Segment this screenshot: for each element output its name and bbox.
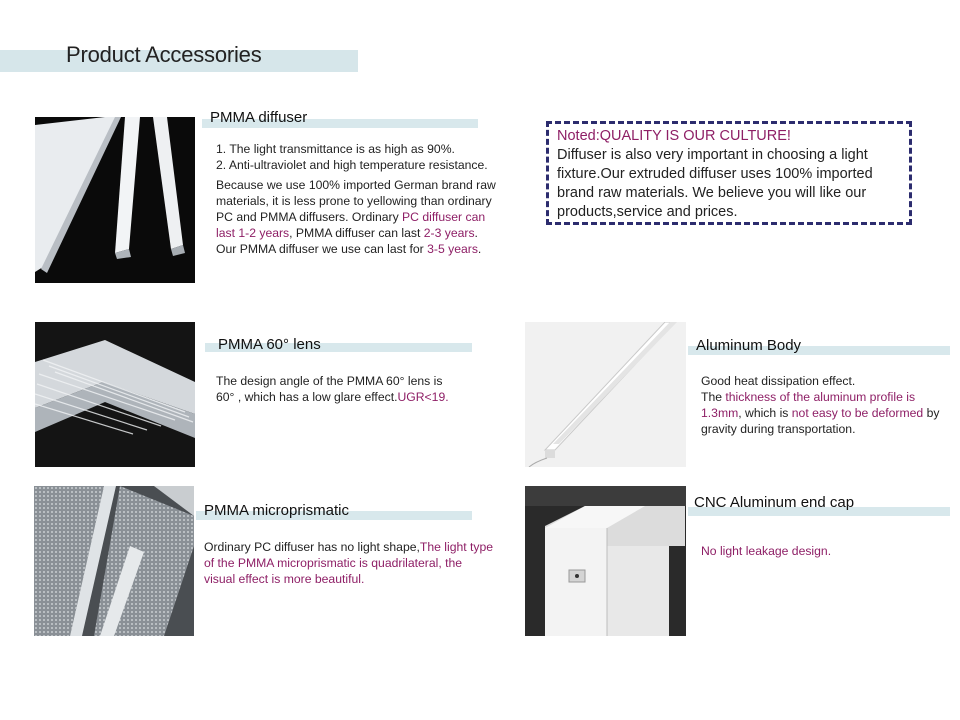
microprismatic-photo <box>34 486 194 636</box>
body-text: , PMMA diffuser can last <box>289 226 424 240</box>
section-body-pmma-diffuser <box>216 141 498 257</box>
body-text: . <box>477 242 482 256</box>
body-text: , which is <box>738 406 792 420</box>
body-text: Good heat dissipation effect. <box>701 374 856 388</box>
highlight-text: PC diffuser can last 1-2 years <box>216 210 486 240</box>
paragraph-microprismatic <box>204 539 496 587</box>
section-body-end-cap <box>701 543 946 559</box>
highlight-text: No light leakage design. <box>701 544 832 558</box>
highlight-text: 2-3 years <box>423 226 475 240</box>
page-title: Product Accessories <box>66 42 262 67</box>
quality-notice-body: Diffuser is also very important in choosing a light fixture.Our extruded diffuser uses 100% imported brand raw materials. We believe you will like our products,service and prices. <box>557 147 873 220</box>
highlight-text: thickness of the aluminum profile is 1.3mm <box>701 390 916 420</box>
section-title-pmma-diffuser: PMMA diffuser <box>210 109 308 126</box>
quality-notice-text <box>557 127 909 222</box>
pmma-lens-photo <box>35 322 195 467</box>
end-cap-photo <box>525 486 686 636</box>
body-text: . Our PMMA diffuser we use can last for <box>216 226 478 256</box>
body-text: The design angle of the PMMA 60° lens is 60° , which has a low glare effect. <box>216 374 443 404</box>
section-body-pmma-lens <box>216 373 464 405</box>
paragraph-aluminum-body <box>701 373 946 437</box>
body-text: The <box>701 390 726 404</box>
body-text: by gravity during transportation. <box>701 406 940 436</box>
highlight-text: not easy to be deformed <box>791 406 924 420</box>
highlight-text: The light type of the PMMA microprismatic is quadrilateral, the visual effect is more beautiful. <box>204 540 494 586</box>
pmma-diffuser-photo <box>35 117 195 283</box>
section-title-end-cap: CNC Aluminum end cap <box>694 494 855 511</box>
body-text: Ordinary PC diffuser has no light shape, <box>204 540 420 554</box>
body-text: Because we use 100% imported German brand raw materials, it is less prone to yellowing than ordinary PC and PMMA diffusers. Ordinary <box>216 178 496 224</box>
point-transmittance: 1. The light transmittance is as high as 90%. <box>216 142 455 156</box>
section-body-aluminum-body <box>701 373 946 437</box>
quality-notice-heading: Noted:QUALITY IS OUR CULTURE! <box>557 128 791 144</box>
section-title-pmma-lens: PMMA 60° lens <box>218 336 321 353</box>
section-body-microprismatic <box>204 539 496 587</box>
section-title-aluminum-body: Aluminum Body <box>696 337 802 354</box>
aluminum-body-photo <box>525 322 686 467</box>
highlight-text: 3-5 years <box>427 242 478 256</box>
highlight-text: UGR<19. <box>397 390 449 404</box>
paragraph-end-cap <box>701 543 946 559</box>
section-title-microprismatic: PMMA microprismatic <box>204 502 350 519</box>
paragraph-raw-materials <box>216 177 498 257</box>
point-uv-resistance: 2. Anti-ultraviolet and high temperature resistance. <box>216 158 488 172</box>
paragraph-lens-description <box>216 373 464 405</box>
